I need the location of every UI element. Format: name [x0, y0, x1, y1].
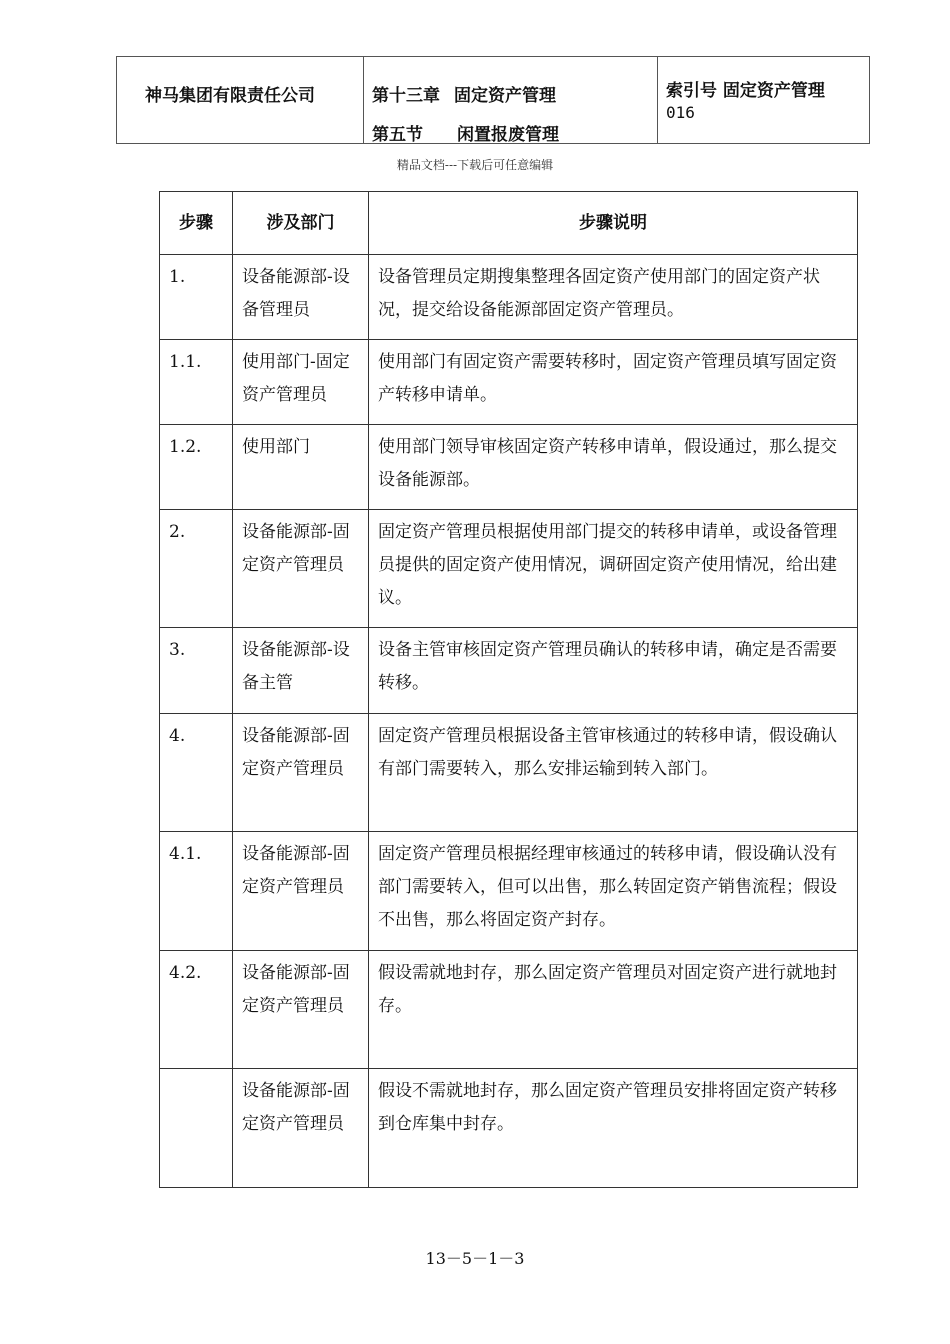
chapter-line: [372, 81, 657, 106]
step-cell: 4.: [160, 714, 233, 832]
step-cell: 4.1.: [160, 832, 233, 951]
table-row: [160, 951, 858, 1069]
step-cell: 1.2.: [160, 425, 233, 510]
department-cell: 设备能源部-固定资产管理员: [233, 951, 369, 1069]
column-header-step: 步骤: [160, 192, 233, 255]
chapter-number: 第十三章: [372, 86, 440, 106]
chapter-title: 固定资产管理: [454, 86, 556, 106]
department-cell: 设备能源部-固定资产管理员: [233, 510, 369, 628]
description-cell: 使用部门领导审核固定资产转移申请单，假设通过，那么提交设备能源部。: [369, 425, 858, 510]
chapter-cell: [363, 57, 657, 143]
section-line: [372, 120, 657, 145]
steps-table: [159, 191, 858, 1188]
description-cell: 设备主管审核固定资产管理员确认的转移申请，确定是否需要转移。: [369, 628, 858, 714]
document-header: [116, 56, 870, 144]
table-row: [160, 714, 858, 832]
index-label: 索引号: [666, 81, 717, 101]
description-cell: 固定资产管理员根据设备主管审核通过的转移申请，假设确认有部门需要转入，那么安排运输到转入部门。: [369, 714, 858, 832]
step-cell: 3.: [160, 628, 233, 714]
step-cell: 1.: [160, 255, 233, 340]
description-cell: 固定资产管理员根据使用部门提交的转移申请单，或设备管理员提供的固定资产使用情况，调研固定资产使用情况，给出建议。: [369, 510, 858, 628]
department-cell: 使用部门: [233, 425, 369, 510]
index-title: 固定资产管理: [722, 81, 825, 101]
step-cell: 1.1.: [160, 340, 233, 425]
section-number: 第五节: [372, 125, 423, 145]
table-row: [160, 255, 858, 340]
table-row: [160, 832, 858, 951]
description-cell: 固定资产管理员根据经理审核通过的转移申请，假设确认没有部门需要转入，但可以出售，那么转固定资产销售流程；假设不出售，那么将固定资产封存。: [369, 832, 858, 951]
section-title: 闲置报废管理: [457, 125, 559, 145]
description-cell: 假设需就地封存，那么固定资产管理员对固定资产进行就地封存。: [369, 951, 858, 1069]
watermark-text: 精品文档---下载后可任意编辑: [396, 158, 554, 172]
department-cell: 设备能源部-固定资产管理员: [233, 1069, 369, 1188]
description-cell: 使用部门有固定资产需要转移时，固定资产管理员填写固定资产转移申请单。: [369, 340, 858, 425]
table-header-row: [160, 192, 858, 255]
department-cell: 使用部门-固定资产管理员: [233, 340, 369, 425]
company-name: 神马集团有限责任公司: [145, 86, 315, 106]
step-cell: 2.: [160, 510, 233, 628]
index-cell: [657, 57, 869, 143]
index-number: 016: [666, 103, 695, 122]
table-row: [160, 340, 858, 425]
description-cell: 假设不需就地封存，那么固定资产管理员安排将固定资产转移到仓库集中封存。: [369, 1069, 858, 1188]
description-cell: 设备管理员定期搜集整理各固定资产使用部门的固定资产状况，提交给设备能源部固定资产管理员。: [369, 255, 858, 340]
department-cell: 设备能源部-固定资产管理员: [233, 832, 369, 951]
department-cell: 设备能源部-设备主管: [233, 628, 369, 714]
table-row: [160, 510, 858, 628]
column-header-description: 步骤说明: [369, 192, 858, 255]
column-header-department: 涉及部门: [233, 192, 369, 255]
table-row: [160, 425, 858, 510]
table-row: [160, 628, 858, 714]
table-row: [160, 1069, 858, 1188]
step-cell: [160, 1069, 233, 1188]
step-cell: 4.2.: [160, 951, 233, 1069]
page-number: 13－5－1－3: [425, 1249, 525, 1268]
department-cell: 设备能源部-固定资产管理员: [233, 714, 369, 832]
department-cell: 设备能源部-设备管理员: [233, 255, 369, 340]
company-name-cell: [117, 57, 363, 143]
